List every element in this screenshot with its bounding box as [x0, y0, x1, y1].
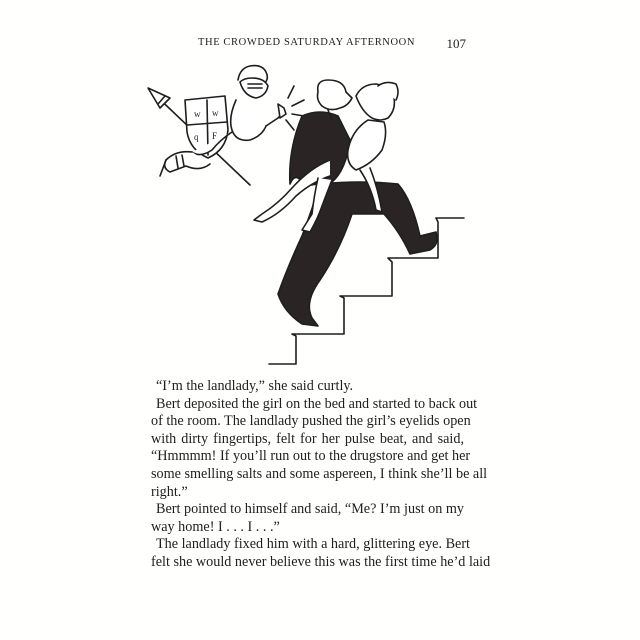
text-line: Bert pointed to himself and said, “Me? I’m just on my [156, 501, 464, 518]
text-line: some smelling salts and some aspereen, I think she’ll be all [151, 465, 488, 482]
svg-text:F: F [212, 131, 218, 141]
svg-text:w: w [212, 108, 219, 118]
page-number: 107 [446, 36, 466, 51]
text-line: with dirty fingertips, felt for her pulse beat, and said, [151, 430, 464, 447]
svg-text:q: q [194, 132, 199, 142]
text-line: Bert deposited the girl on the bed and started to back out [156, 395, 478, 412]
body-text [151, 378, 491, 572]
text-line: felt she would never believe this was the first time he’d laid [151, 553, 491, 570]
svg-text:w: w [194, 109, 201, 119]
text-line: way home! I . . . I . . .” [151, 518, 280, 535]
text-line: right.” [151, 483, 188, 500]
text-line: “I’m the landlady,” she said curtly. [156, 378, 354, 394]
text-line: The landlady fixed him with a hard, glittering eye. Bert [156, 536, 471, 553]
text-line: “Hmmmm! If you’ll run out to the drugstore and get her [151, 448, 471, 465]
text-line: of the room. The landlady pushed the girl’s eyelids open [151, 413, 471, 430]
chapter-title: THE CROWDED SATURDAY AFTERNOON [198, 37, 416, 48]
